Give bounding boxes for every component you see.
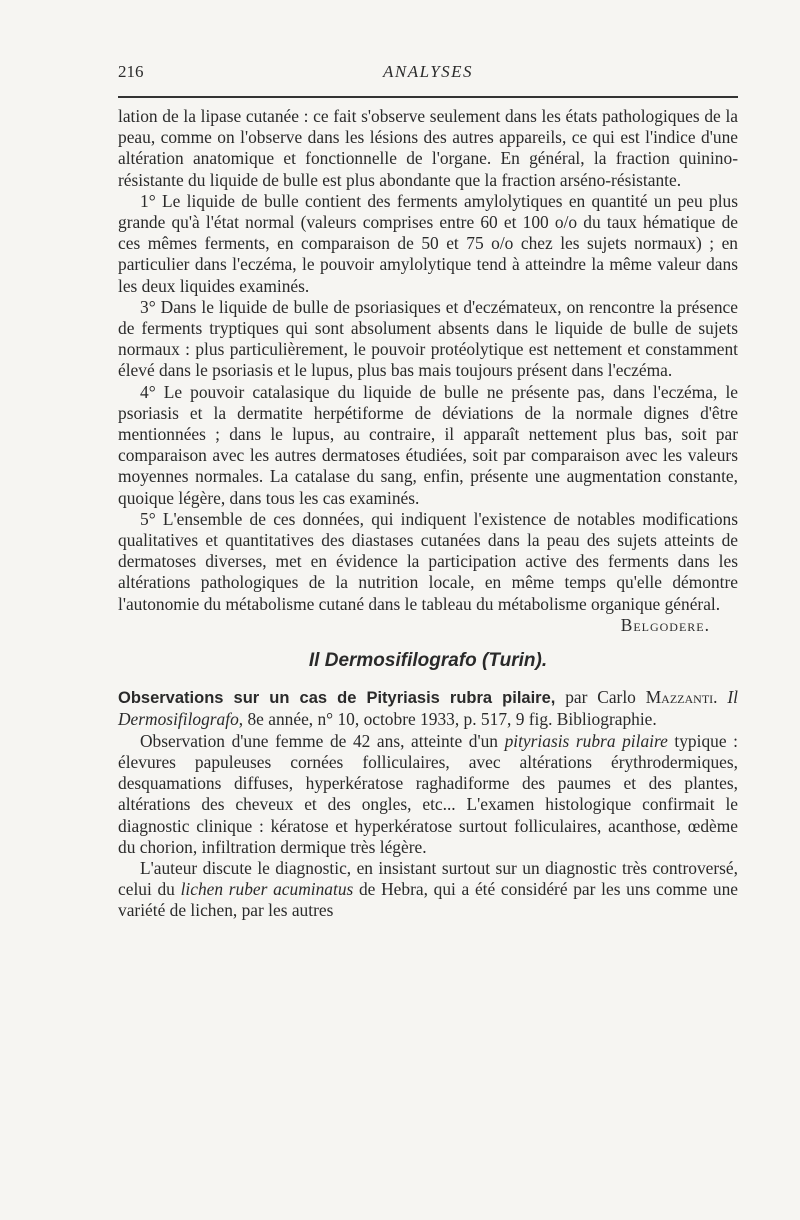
header-rule xyxy=(118,96,738,98)
article-after-author: . xyxy=(713,687,728,708)
running-head: ANALYSES xyxy=(382,62,474,81)
final-text-c: de Hebra, qui a été considéré par les uns comme une variété de lichen, par les autres xyxy=(118,879,738,921)
body-text xyxy=(118,106,738,922)
article-journal: Il Dermosifilografo xyxy=(118,687,738,730)
obs-text-a: Observation d'une femme de 42 ans, atteinte d'un xyxy=(140,730,505,751)
page-header xyxy=(118,62,738,86)
paragraph-1: 1° Le liquide de bulle contient des ferments amylolytiques en quantité un peu plus grande qu'à l'état normal (valeurs comprises entre 60 et 100 o/o du taux hématique de ces mêmes ferments, en comparaison de 50 et 75 o/o chez les sujets normaux) ; en particulier dans l'eczéma, le pouvoir amylolytique tend à atteindre la même valeur dans les deux liquides examinés. xyxy=(118,190,738,296)
article-citation: , 8e année, n° 10, octobre 1933, p. 517, 9 fig. Bibliographie. xyxy=(238,709,657,730)
article-title: Observations sur un cas de Pityriasis rubra pilaire, xyxy=(118,689,556,708)
paragraph-continuation: lation de la lipase cutanée : ce fait s'observe seulement dans les états pathologiques de la peau, comme on l'observe dans les lésions des autres appareils, ce qui est l'indice d'une altération anatomique et fonctionnelle de l'organe. En général, la fraction quinino-résistante du liquide de bulle est plus abondante que la fraction arséno-résistante. xyxy=(118,106,738,190)
final-text-a: L'auteur discute le diagnostic, en insistant surtout sur un diagnostic très controversé, celui du xyxy=(118,857,738,900)
obs-text-b: pityriasis rubra pilaire xyxy=(504,730,668,751)
article-by: par Carlo xyxy=(555,687,646,708)
article-heading xyxy=(118,687,738,730)
author-signature: Belgodere. xyxy=(620,614,710,635)
paragraph-4: 4° Le pouvoir catalasique du liquide de bulle ne présente pas, dans l'eczéma, le psoriasis et la dermatite herpétiforme de déviations de la normale dignes d'être mentionnées ; dans le lupus, au contraire, il apparaît nettement plus bas, soit par comparaison avec les autres dermatoses étudiées, soit par comparaison avec les valeurs moyennes normales. La catalase du sang, enfin, présente une augmentation constante, quoique légère, dans tous les cas examinés. xyxy=(118,381,738,508)
page-number: 216 xyxy=(118,62,144,81)
journal-section-title: Il Dermosifilografo (Turin). xyxy=(308,650,548,672)
obs-text-c: typique : élevures papuleuses cornées folliculaires, avec altérations érythrodermiques, desquamations diffuses, hyperkératose raghadiforme des paumes et des plantes, altérations des cheveux et des ongles, etc... L'examen histologique confirmait le diagnostic clinique : kératose et hyperkératose surtout folliculaires, acanthose, œdème du chorion, infiltration dermique très légère. xyxy=(118,730,738,857)
final-text-b: lichen ruber acuminatus xyxy=(180,879,354,900)
observation-paragraph xyxy=(118,731,738,858)
article-author: Mazzanti xyxy=(645,687,714,708)
discussion-paragraph xyxy=(118,858,738,922)
paragraph-3: 3° Dans le liquide de bulle de psoriasiques et d'eczémateux, on rencontre la présence de ferments tryptiques qui sont absolument absents dans le liquide de bulle de sujets normaux : plus particulièrement, le pouvoir protéolytique est nettement et constamment élevé dans le psoriasis et le lupus, plus bas mais toujours présent dans l'eczéma. xyxy=(118,296,738,381)
paragraph-5: 5° L'ensemble de ces données, qui indiquent l'existence de notables modifications qualitatives et quantitatives des diastases cutanées dans la peau des sujets atteints de dermatoses diverses, met en évidence la participation active des ferments dans les altérations pathologiques de la nutrition locale, en même temps qu'elle démontre l'autonomie du métabolisme cutané dans le tableau du métabolisme organique général. xyxy=(118,508,738,614)
